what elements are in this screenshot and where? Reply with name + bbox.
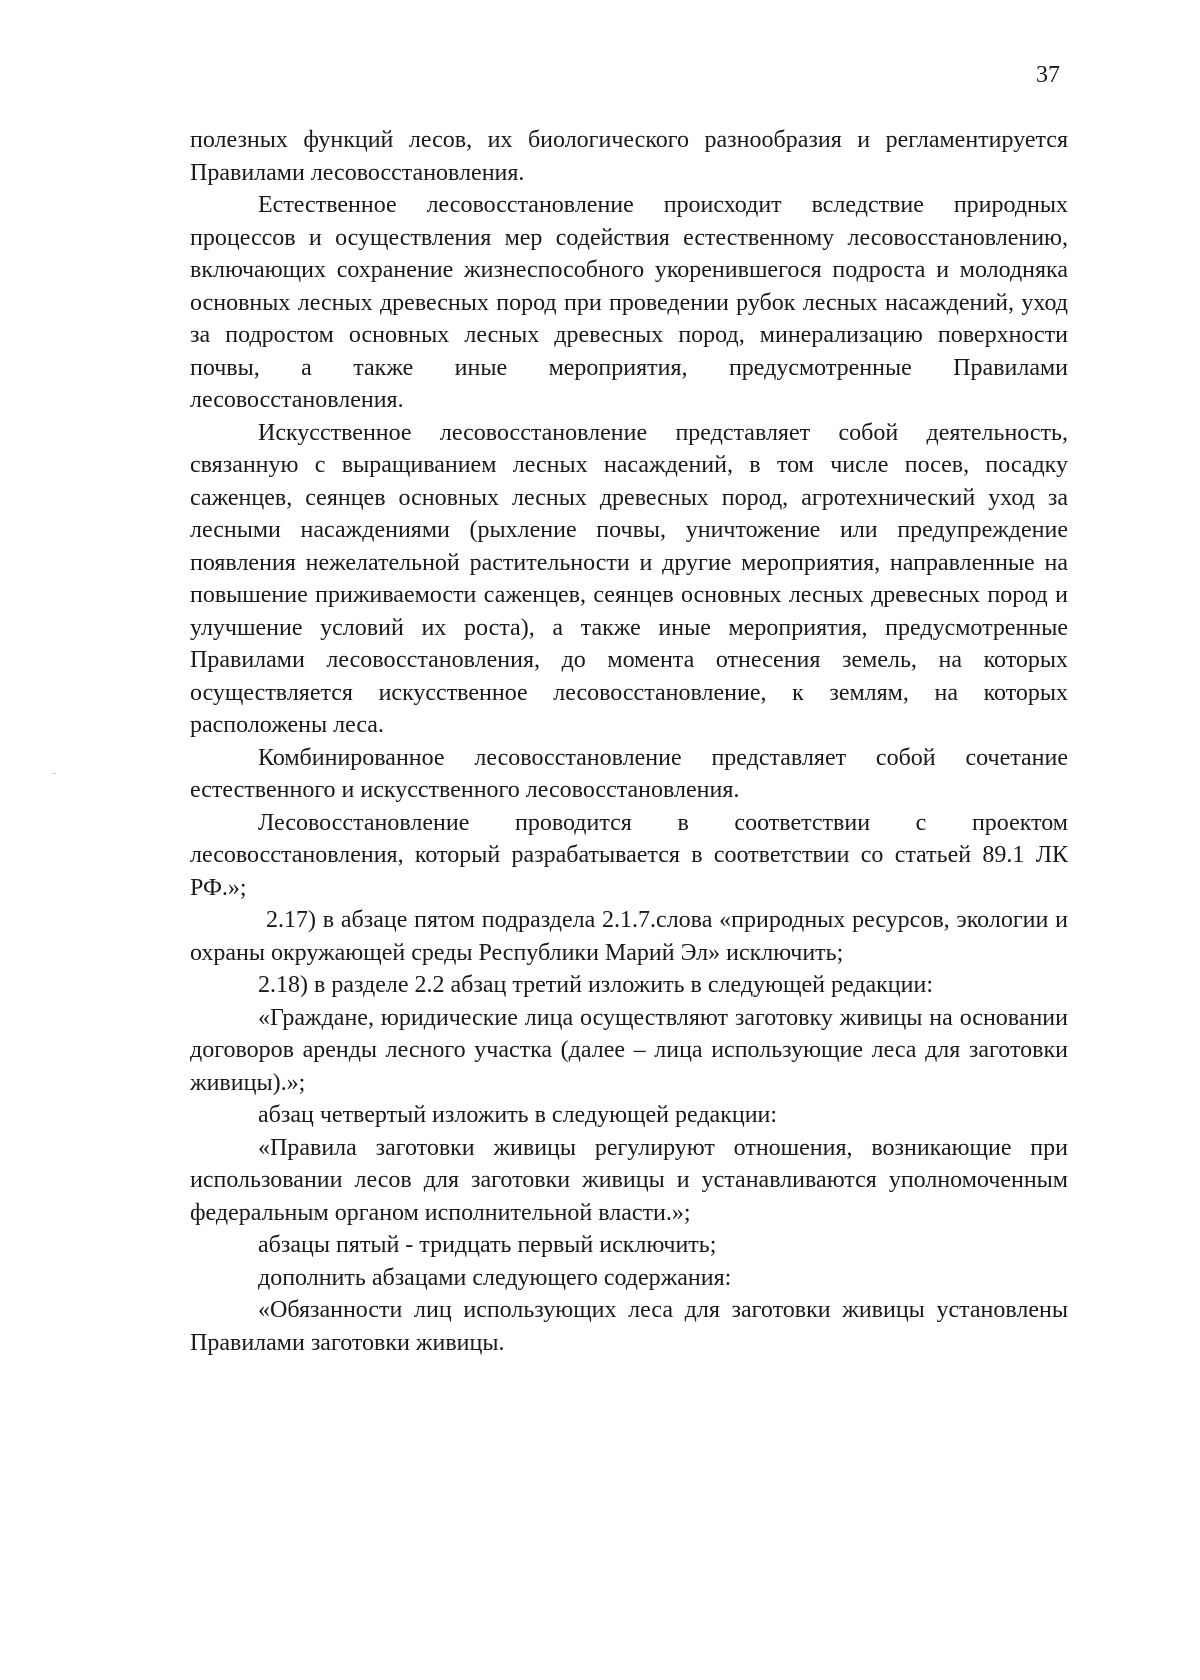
scan-artifact bbox=[52, 773, 56, 774]
paragraph-natural-reforestation: Естественное лесовосстановление происходит вследствие природных процессов и осуществления мер содействия естественному лесовосстановлению, включающих сохранение жизнеспособного укоренившегося подроста и молодняка основных лесных древесных пород при проведении рубок лесных насаждений, уход за подростом основных лесных древесных пород, минерализацию поверхности почвы, а также иные мероприятия, предусмотренные Правилами лесовосстановления. bbox=[190, 192, 1068, 413]
paragraph-artificial-reforestation: Искусственное лесовосстановление представляет собой деятельность, связанную с выращиванием лесных насаждений, в том числе посев, посадку саженцев, сеянцев основных лесных древесных пород, агротехнический уход за лесными насаждениями (рыхление почвы, уничтожение или предупреждение появления нежелательной растительности и другие мероприятия, направленные на повышение приживаемости саженцев, сеянцев основных лесных древесных пород и улучшение условий их роста), а также иные мероприятия, предусмотренные Правилами лесовосстановления, до момента отнесения земель, на которых осуществляется искусственное лесовосстановление, к землям, на которых расположены леса. bbox=[190, 419, 1068, 738]
paragraph-item-2-17: 2.17) в абзаце пятом подраздела 2.1.7.слова «природных ресурсов, экологии и охраны окружающей среды Республики Марий Эл» исключить; bbox=[190, 907, 1068, 966]
paragraph-rules-quote: «Правила заготовки живицы регулируют отношения, возникающие при использовании лесов для заготовки живицы и устанавливаются уполномоченным федеральным органом исполнительной власти.»; bbox=[190, 1134, 1068, 1226]
paragraph-fourth-abstract: абзац четвертый изложить в следующей редакции: bbox=[258, 1102, 778, 1128]
paragraph-continuation: полезных функций лесов, их биологического разнообразия и регламентируется Правилами лесовосстановления. bbox=[190, 127, 1068, 186]
paragraph-citizens-quote: «Граждане, юридические лица осуществляют заготовку живицы на основании договоров аренды лесного участка (далее – лица использующие леса для заготовки живицы).»; bbox=[190, 1004, 1068, 1096]
paragraph-obligations-quote: «Обязанности лиц использующих леса для заготовки живицы установлены Правилами заготовки живицы. bbox=[190, 1297, 1068, 1356]
paragraph-supplement: дополнить абзацами следующего содержания: bbox=[258, 1264, 732, 1291]
paragraph-reforestation-project: Лесовосстановление проводится в соответствии с проектом лесовосстановления, который разрабатывается в соответствии со статьей 89.1 ЛК РФ.»; bbox=[190, 809, 1068, 901]
paragraph-combined-reforestation: Комбинированное лесовосстановление представляет собой сочетание естественного и искусственного лесовосстановления. bbox=[190, 744, 1068, 803]
paragraph-item-2-18: 2.18) в разделе 2.2 абзац третий изложить в следующей редакции: bbox=[258, 972, 933, 998]
page-number: 37 bbox=[1036, 62, 1060, 88]
document-body bbox=[190, 124, 1068, 1359]
paragraph-exclude-abstracts: абзацы пятый - тридцать первый исключить; bbox=[258, 1232, 717, 1258]
